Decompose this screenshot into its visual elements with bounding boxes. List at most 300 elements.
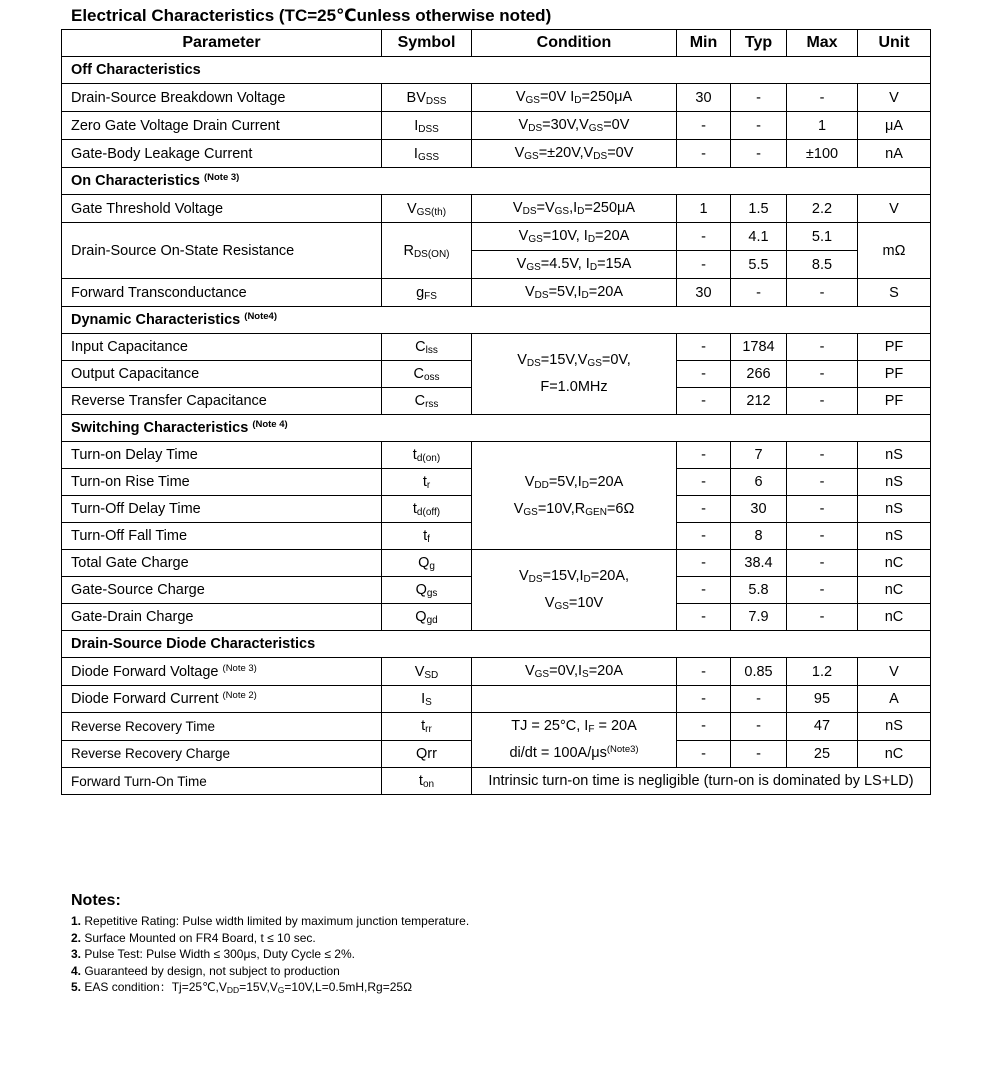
cond-text: =5V,I <box>548 284 582 300</box>
max-cell: - <box>787 523 858 550</box>
section-label: Dynamic Characteristics <box>71 312 241 328</box>
symbol-cell <box>382 686 472 713</box>
table-row <box>62 279 931 307</box>
symbol-main: t <box>412 501 417 517</box>
section-row <box>62 307 931 334</box>
symbol-cell: Qrr <box>382 740 472 768</box>
min-cell: - <box>677 658 731 686</box>
param-cell: Forward Turn-On Time <box>62 768 382 795</box>
typ-cell: - <box>731 84 787 112</box>
cond-text: V <box>544 595 555 611</box>
table-row <box>62 140 931 168</box>
condition-cell <box>472 550 677 631</box>
condition-cell <box>472 713 677 768</box>
cond-sub: GS <box>523 506 538 518</box>
max-cell: 1 <box>787 112 858 140</box>
param-cell: Input Capacitance <box>62 334 382 361</box>
param-cell: Total Gate Charge <box>62 550 382 577</box>
cond-text: =0V <box>607 145 634 161</box>
note-text: EAS condition：Tj=25℃,V <box>81 980 227 994</box>
symbol-sub: r <box>426 480 431 491</box>
unit-cell: PF <box>858 388 931 415</box>
typ-cell: - <box>731 686 787 713</box>
unit-cell: nS <box>858 496 931 523</box>
param-cell: Reverse Recovery Charge <box>62 740 382 768</box>
param-cell: Drain-Source Breakdown Voltage <box>62 84 382 112</box>
typ-cell: - <box>731 740 787 768</box>
header-condition: Condition <box>472 30 677 57</box>
symbol-sub: S <box>425 697 432 708</box>
unit-cell: μA <box>858 112 931 140</box>
symbol-main: Q <box>415 609 427 625</box>
note-number: 3. <box>71 947 82 961</box>
param-cell: Drain-Source On-State Resistance <box>62 223 382 279</box>
typ-cell: 6 <box>731 469 787 496</box>
typ-cell: 266 <box>731 361 787 388</box>
cond-text: =4.5V, I <box>540 256 590 272</box>
condition-cell <box>472 223 677 251</box>
symbol-cell <box>382 550 472 577</box>
note-text: Pulse Test: Pulse Width ≤ 300μs, Duty Cycle ≤ 2%. <box>81 947 355 961</box>
min-cell: - <box>677 577 731 604</box>
max-cell: - <box>787 577 858 604</box>
unit-cell: nC <box>858 577 931 604</box>
header-symbol: Symbol <box>382 30 472 57</box>
min-cell: - <box>677 112 731 140</box>
typ-cell: 1784 <box>731 334 787 361</box>
symbol-sub: d(off) <box>416 507 441 518</box>
typ-cell: 5.5 <box>731 251 787 279</box>
max-cell: 5.1 <box>787 223 858 251</box>
cond-sub: GS <box>524 151 539 162</box>
condition-cell <box>472 251 677 279</box>
cond-sub: D <box>574 95 582 106</box>
unit-cell: V <box>858 195 931 223</box>
unit-cell: PF <box>858 361 931 388</box>
min-cell: - <box>677 361 731 388</box>
cond-text: =10V <box>568 595 604 611</box>
symbol-sub: GS(th) <box>416 206 447 218</box>
cond-sub: GS <box>534 669 550 680</box>
symbol-cell <box>382 334 472 361</box>
cond-text: V <box>515 89 526 105</box>
cond-text: TJ = 25°C, I <box>511 718 589 734</box>
notes-block <box>71 892 469 996</box>
param-cell: Output Capacitance <box>62 361 382 388</box>
section-switching <box>62 415 931 442</box>
cond-text: =15A <box>597 256 632 272</box>
condition-cell <box>472 658 677 686</box>
symbol-sub: DSS <box>425 95 447 107</box>
param-cell: Reverse Transfer Capacitance <box>62 388 382 415</box>
note-item <box>71 913 469 930</box>
symbol-cell <box>382 768 472 795</box>
section-row <box>62 57 931 84</box>
symbol-main: C <box>415 339 426 355</box>
header-max: Max <box>787 30 858 57</box>
cond-text: =20A <box>589 473 624 490</box>
cond-text: V <box>524 663 535 679</box>
note-sub: DD <box>226 985 240 995</box>
symbol-cell <box>382 469 472 496</box>
cond-sub: GEN <box>585 506 607 518</box>
section-label: Off Characteristics <box>71 62 201 78</box>
condition-cell <box>472 442 677 550</box>
symbol-sub: rss <box>425 399 439 410</box>
table-row <box>62 223 931 251</box>
note-sub: G <box>277 985 285 995</box>
cond-text: =20A <box>588 663 623 679</box>
max-cell: - <box>787 550 858 577</box>
symbol-main: t <box>422 474 427 490</box>
param-cell: Turn-Off Fall Time <box>62 523 382 550</box>
min-cell: - <box>677 251 731 279</box>
symbol-main: I <box>414 117 419 134</box>
symbol-cell <box>382 223 472 279</box>
cond-text: =30V,V <box>542 117 589 133</box>
section-row <box>62 415 931 442</box>
cond-sub: F <box>588 724 595 735</box>
cond-text: ,I <box>569 200 578 216</box>
cond-text: =0V,I <box>549 663 583 679</box>
symbol-sub: DS(ON) <box>413 248 450 260</box>
unit-cell: nS <box>858 442 931 469</box>
cond-sub: GS <box>526 262 541 273</box>
section-row <box>62 631 931 658</box>
section-note: (Note 4) <box>252 419 288 430</box>
symbol-main: Q <box>418 555 430 571</box>
typ-cell: 4.1 <box>731 223 787 251</box>
symbol-sub: lss <box>425 345 438 356</box>
section-row <box>62 168 931 195</box>
cond-text: =15V,I <box>542 568 584 584</box>
max-cell: - <box>787 279 858 307</box>
cond-sub: DS <box>528 574 543 585</box>
cond-text: V <box>518 228 529 244</box>
section-note: (Note 3) <box>203 172 240 183</box>
min-cell: - <box>677 496 731 523</box>
cond-sub: D <box>589 262 598 273</box>
condition-cell <box>472 686 677 713</box>
condition-cell <box>472 140 677 168</box>
cond-text: V <box>524 473 535 490</box>
section-label: On Characteristics <box>71 173 200 189</box>
cond-text: =6Ω <box>606 500 635 517</box>
symbol-cell <box>382 361 472 388</box>
typ-cell: - <box>731 713 787 741</box>
cond-sub: GS <box>554 601 569 612</box>
section-label: Drain-Source Diode Characteristics <box>71 636 316 652</box>
symbol-cell <box>382 388 472 415</box>
unit-cell: S <box>858 279 931 307</box>
cond-sub: GS <box>528 234 543 245</box>
cond-text: =5V,I <box>548 473 582 490</box>
header-typ: Typ <box>731 30 787 57</box>
param-cell: Gate-Drain Charge <box>62 604 382 631</box>
min-cell: - <box>677 223 731 251</box>
symbol-sub: rr <box>425 724 432 736</box>
typ-cell: 0.85 <box>731 658 787 686</box>
min-cell: 1 <box>677 195 731 223</box>
note-text: Guaranteed by design, not subject to production <box>81 963 340 978</box>
symbol-main: t <box>421 718 426 735</box>
cond-sub: D <box>577 206 585 217</box>
param-cell: Turn-on Rise Time <box>62 469 382 496</box>
cond-text: V <box>518 568 529 584</box>
cond-text: =V <box>536 200 555 216</box>
cond-text: =250μA <box>581 89 633 105</box>
max-cell: 95 <box>787 686 858 713</box>
condition-cell <box>472 195 677 223</box>
symbol-sub: gd <box>426 615 438 626</box>
table-row <box>62 84 931 112</box>
header-min: Min <box>677 30 731 57</box>
cond-text: di/dt = 100A/μs <box>509 745 607 761</box>
note-text: =15V,V <box>239 980 278 994</box>
cond-sub: GS <box>587 358 602 369</box>
max-cell: - <box>787 442 858 469</box>
min-cell: - <box>677 713 731 741</box>
note-text: Surface Mounted on FR4 Board, t ≤ 10 sec. <box>81 930 316 945</box>
cond-sub: DS <box>593 151 608 162</box>
cond-sub: D <box>583 574 591 585</box>
table-row <box>62 686 931 713</box>
cond-text: V <box>518 117 529 133</box>
table-row <box>62 334 931 361</box>
cond-text: V <box>524 284 535 300</box>
symbol-cell <box>382 658 472 686</box>
cond-text: =20A <box>595 228 630 244</box>
param-note: (Note 2) <box>222 690 257 701</box>
symbol-main: C <box>414 393 426 409</box>
table-row <box>62 713 931 741</box>
cond-text: =15V,V <box>540 352 588 368</box>
typ-cell: 1.5 <box>731 195 787 223</box>
symbol-sub: f <box>427 534 430 545</box>
symbol-cell <box>382 112 472 140</box>
symbol-main: BV <box>406 89 426 106</box>
symbol-main: Q <box>415 582 427 598</box>
table-row <box>62 112 931 140</box>
symbol-sub: FS <box>424 290 437 302</box>
param-cell: Reverse Recovery Time <box>62 713 382 741</box>
cond-sub: DS <box>522 206 537 217</box>
header-unit: Unit <box>858 30 931 57</box>
typ-cell: - <box>731 140 787 168</box>
symbol-sub: SD <box>424 669 439 681</box>
cond-note: (Note3) <box>606 744 639 755</box>
table-row <box>62 658 931 686</box>
unit-cell: nS <box>858 713 931 741</box>
cond-text: =250μA <box>584 200 636 216</box>
table-title: Electrical Characteristics (TC=25℃unless otherwise noted) <box>71 6 552 25</box>
symbol-cell <box>382 442 472 469</box>
unit-cell: nC <box>858 550 931 577</box>
typ-cell: 7 <box>731 442 787 469</box>
max-cell: - <box>787 84 858 112</box>
cond-text: =20A, <box>590 568 630 584</box>
max-cell: 8.5 <box>787 251 858 279</box>
cond-text: =0V <box>603 117 630 133</box>
max-cell: 25 <box>787 740 858 768</box>
table-row <box>62 442 931 469</box>
cond-sub: GS <box>525 95 540 106</box>
min-cell: - <box>677 740 731 768</box>
cond-text: =0V I <box>539 89 575 105</box>
symbol-sub: oss <box>423 372 440 383</box>
unit-cell: A <box>858 686 931 713</box>
param-cell: Gate Threshold Voltage <box>62 195 382 223</box>
typ-cell: 38.4 <box>731 550 787 577</box>
typ-cell: 212 <box>731 388 787 415</box>
max-cell: - <box>787 496 858 523</box>
electrical-characteristics-table <box>61 29 931 795</box>
max-cell: - <box>787 604 858 631</box>
typ-cell: 7.9 <box>731 604 787 631</box>
max-cell: 2.2 <box>787 195 858 223</box>
cond-text: V <box>513 500 524 517</box>
min-cell: 30 <box>677 279 731 307</box>
symbol-cell <box>382 713 472 741</box>
param-cell <box>62 658 382 686</box>
unit-cell: nA <box>858 140 931 168</box>
symbol-cell <box>382 140 472 168</box>
symbol-main: t <box>412 447 417 463</box>
unit-cell: PF <box>858 334 931 361</box>
condition-cell <box>472 334 677 415</box>
min-cell: - <box>677 523 731 550</box>
cond-text: V <box>516 256 527 272</box>
note-item <box>71 946 469 963</box>
param-note: (Note 3) <box>222 662 257 674</box>
cond-text: =20A <box>588 284 624 300</box>
cond-sub: S <box>582 669 589 680</box>
symbol-main: V <box>406 200 417 217</box>
symbol-sub: gs <box>426 588 438 599</box>
header-row <box>62 30 931 57</box>
note-text: Repetitive Rating: Pulse width limited by maximum junction temperature. <box>81 914 470 928</box>
symbol-sub: d(on) <box>416 453 441 464</box>
cond-text: =10V,R <box>537 500 586 517</box>
cond-text: V <box>512 200 523 216</box>
unit-cell: nC <box>858 604 931 631</box>
section-diode <box>62 631 931 658</box>
symbol-cell <box>382 279 472 307</box>
max-cell: 1.2 <box>787 658 858 686</box>
min-cell: - <box>677 550 731 577</box>
cond-sub: DS <box>526 358 541 369</box>
cond-sub: D <box>581 479 589 491</box>
min-cell: - <box>677 388 731 415</box>
symbol-main: I <box>421 691 426 707</box>
condition-cell <box>472 279 677 307</box>
note-item <box>71 963 469 980</box>
section-note: (Note4) <box>244 311 278 322</box>
unit-cell: nS <box>858 523 931 550</box>
section-dynamic <box>62 307 931 334</box>
symbol-cell <box>382 496 472 523</box>
typ-cell: - <box>731 279 787 307</box>
symbol-main: R <box>403 242 414 259</box>
notes-heading: Notes: <box>71 892 121 909</box>
cond-text: F=1.0MHz <box>540 379 608 395</box>
symbol-main: t <box>423 528 428 544</box>
table-row <box>62 195 931 223</box>
typ-cell: - <box>731 112 787 140</box>
cond-sub: DD <box>534 479 549 491</box>
min-cell: - <box>677 140 731 168</box>
condition-cell: Intrinsic turn-on time is negligible (turn-on is dominated by LS+LD) <box>472 768 931 795</box>
cond-sub: DS <box>528 123 543 134</box>
cond-sub: DS <box>534 290 549 301</box>
cond-sub: GS <box>554 206 570 217</box>
cond-sub: D <box>587 234 596 245</box>
symbol-main: V <box>414 663 425 680</box>
max-cell: - <box>787 469 858 496</box>
note-number: 5. <box>71 980 82 994</box>
cond-text: =10V, I <box>542 228 588 244</box>
symbol-cell <box>382 604 472 631</box>
section-on <box>62 168 931 195</box>
header-parameter: Parameter <box>62 30 382 57</box>
min-cell: - <box>677 604 731 631</box>
param-cell <box>62 686 382 713</box>
typ-cell: 5.8 <box>731 577 787 604</box>
min-cell: - <box>677 442 731 469</box>
max-cell: - <box>787 334 858 361</box>
typ-cell: 30 <box>731 496 787 523</box>
param-cell: Turn-on Delay Time <box>62 442 382 469</box>
table-row <box>62 768 931 795</box>
symbol-cell <box>382 195 472 223</box>
symbol-main: t <box>418 773 423 789</box>
condition-cell <box>472 112 677 140</box>
symbol-sub: g <box>429 561 435 572</box>
symbol-main: I <box>413 145 418 162</box>
symbol-main: C <box>413 366 424 382</box>
symbol-main: g <box>416 284 425 301</box>
unit-cell: mΩ <box>858 223 931 279</box>
param-cell: Zero Gate Voltage Drain Current <box>62 112 382 140</box>
param-text: Diode Forward Voltage <box>71 663 219 680</box>
cond-sub: GS <box>588 123 604 134</box>
cond-text: V <box>517 352 527 368</box>
min-cell: - <box>677 334 731 361</box>
cond-sub: D <box>581 290 589 301</box>
max-cell: - <box>787 361 858 388</box>
cond-text: =±20V,V <box>538 145 594 161</box>
unit-cell: V <box>858 84 931 112</box>
note-number: 1. <box>71 914 82 928</box>
condition-cell <box>472 84 677 112</box>
table-row <box>62 550 931 577</box>
param-text: Diode Forward Current <box>71 691 219 707</box>
note-item <box>71 979 469 996</box>
unit-cell: V <box>858 658 931 686</box>
note-number: 2. <box>71 930 82 945</box>
symbol-sub: GSS <box>417 151 440 163</box>
unit-cell: nS <box>858 469 931 496</box>
typ-cell: 8 <box>731 523 787 550</box>
symbol-cell <box>382 523 472 550</box>
min-cell: - <box>677 686 731 713</box>
min-cell: 30 <box>677 84 731 112</box>
max-cell: - <box>787 388 858 415</box>
symbol-sub: on <box>422 779 435 790</box>
symbol-sub: DSS <box>418 123 439 135</box>
note-item <box>71 930 469 947</box>
unit-cell: nC <box>858 740 931 768</box>
